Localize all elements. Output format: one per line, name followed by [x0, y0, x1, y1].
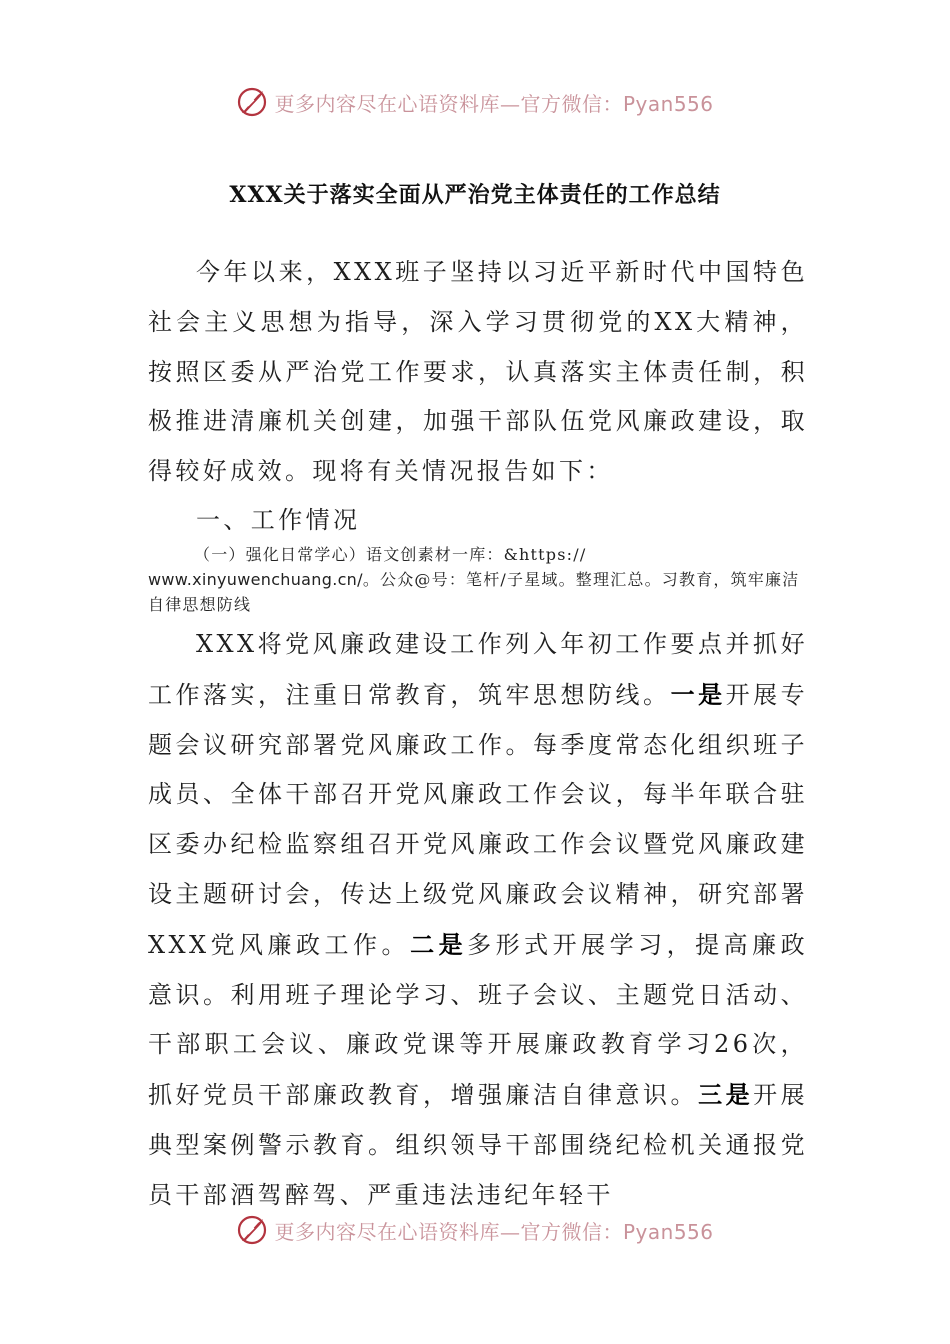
intro-paragraph: 今年以来，XXX班子坚持以习近平新时代中国特色社会主义思想为指导，深入学习贯彻党的XX大精神，按照区委从严治党工作要求，认真落实主体责任制，积极推进清廉机关创建，加强干部队伍党风廉政建设，取得较好成效。现将有关情况报告如下：: [148, 258, 808, 486]
subsection-heading: [148, 542, 808, 617]
footer-banner-account: Pyan556: [622, 1219, 714, 1244]
quill-logo-icon: [236, 1214, 268, 1246]
subsection-part2: 。公众@号：笔杆/子星域。整理汇总。习教育，筑牢廉洁自律思想防线: [148, 570, 800, 614]
body-sentence-3: 多形式开展学习，提高廉政意识。利用班子理论学习、班子会议、主题党日活动、干部职工会议、廉政党课等开展廉政教育学习26次，抓好党员干部廉政教育，增强廉洁自律意识。: [148, 930, 808, 1110]
document-title: XXX关于落实全面从严治党主体责任的工作总结: [229, 182, 721, 208]
body-emphasis-1: 一是: [670, 679, 726, 709]
body-emphasis-3: 三是: [698, 1080, 754, 1110]
body-sentence-2: 开展专题会议研究部署党风廉政工作。每季度常态化组织班子成员、全体干部召开党风廉政工作会议，每半年联合驻区委办纪检监察组召开党风廉政工作会议暨党风廉政建设主题研讨会，传达上级党风廉政会议精神，研究部署XXX党风廉政工作。: [148, 680, 808, 959]
header-banner-text: 更多内容尽在心语资料库—官方微信：Pyan556: [274, 91, 714, 116]
footer-banner-text: 更多内容尽在心语资料库—官方微信：Pyan556: [274, 1219, 714, 1244]
footer-banner: [0, 1210, 950, 1250]
header-banner: [0, 82, 950, 122]
subsection-part1: （一）强化日常学心）语文创素材一库：&https://: [194, 545, 587, 564]
section-heading: 一、工作情况: [196, 506, 361, 534]
body-paragraph: [148, 620, 808, 1221]
quill-logo-icon: [236, 86, 268, 118]
body-sentence-1: XXX将党风廉政建设工作列入年初工作要点并抓好工作落实，注重日常教育，筑牢思想防线。: [148, 630, 808, 709]
subsection-url: www.xinyuwenchuang.cn/: [148, 570, 363, 589]
body-sentence-4: 开展典型案例警示教育。组织领导干部围绕纪检机关通报党员干部酒驾醉驾、严重违法违纪年轻干: [148, 1081, 808, 1209]
body-emphasis-2: 二是: [410, 929, 468, 959]
header-banner-account: Pyan556: [622, 91, 714, 116]
